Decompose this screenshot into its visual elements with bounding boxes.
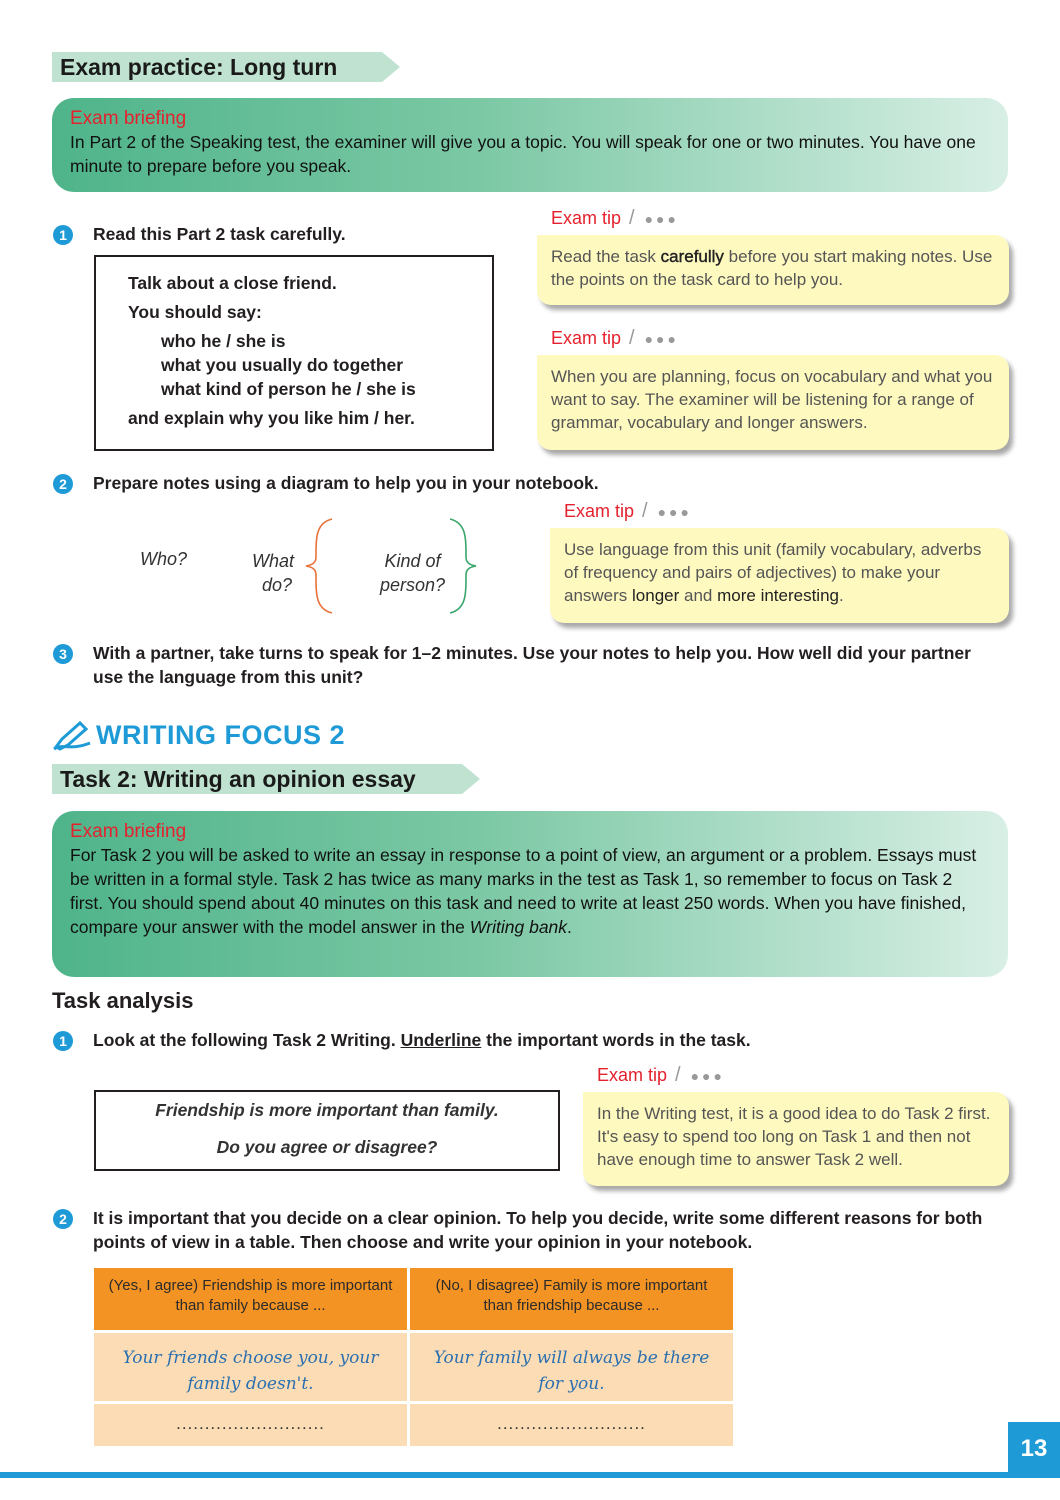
diagram-text: What (252, 551, 295, 571)
exam-tip-box (550, 528, 1009, 623)
table-cell-blank-agree[interactable]: .......................... (94, 1404, 407, 1446)
instr-text: the important words in the task. (481, 1030, 751, 1050)
diagram-text: person? (380, 575, 446, 595)
exam-tip-title (551, 327, 679, 350)
exam-tip-title (597, 1064, 725, 1087)
question-number: 2 (53, 1209, 73, 1229)
briefing-text (70, 843, 990, 939)
dots-icon: ●●● (644, 330, 679, 347)
briefing-text: In Part 2 of the Speaking test, the examiner will give you a topic. You will speak for one or two minutes. You have one minute to prepare before you speak. (70, 132, 976, 176)
tip-text: When you are planning, focus on vocabulary and what you want to say. The examiner will be listening for a range of grammar, vocabulary and longer answers. (551, 367, 993, 432)
task-analysis-title: Task analysis (52, 988, 194, 1013)
task-point: what you usually do together (161, 355, 404, 375)
question-instruction: Prepare notes using a diagram to help you in your notebook. (93, 473, 599, 493)
writing-focus-text: WRITING FOCUS 2 (96, 720, 345, 750)
task-question: Do you agree or disagree? (216, 1137, 438, 1157)
task-statement: Friendship is more important than family. (155, 1100, 499, 1120)
task-line: and explain why you like him / her. (128, 408, 415, 428)
page-number-tab (1008, 1422, 1060, 1476)
table-header-agree: (Yes, I agree) Friendship is more important than family because ... (94, 1268, 407, 1330)
dots-icon: ●●● (644, 210, 679, 227)
exam-briefing-speaking (52, 98, 1008, 192)
question-instruction: Read this Part 2 task carefully. (93, 224, 346, 244)
tip-text: Read the task (551, 247, 661, 266)
section-heading-text: Task 2: Writing an opinion essay (60, 765, 416, 792)
exam-briefing-writing (52, 811, 1008, 977)
dots-icon: ●●● (690, 1067, 725, 1084)
divider-icon: / (642, 500, 648, 522)
exam-tip-title (564, 500, 692, 523)
tip-text: before you start making notes. Use the points on the task card to help you. (551, 247, 993, 289)
bottom-rule (0, 1472, 1060, 1478)
briefing-text-main: For Task 2 you will be asked to write an essay in response to a point of view, an argument or a problem. Essays must be written in a formal style. Task 2 has twice as many marks in the test as Task 1, so remember to focus on Task 2 first. You should spend about 40 minutes on this task and need to write at least 250 words. When you have finished, compare your answer with the model answer in the (70, 845, 977, 937)
tip-text: In the Writing test, it is a good idea to do Task 2 first. It's easy to spend too long on Task 1 and then not have enough time to answer Task 2 well. (597, 1104, 991, 1169)
tip-emphasis: more interesting (717, 586, 839, 605)
exam-tip-label: Exam tip (551, 208, 622, 228)
page-number: 13 (1020, 1435, 1048, 1462)
task-card-writing (94, 1090, 560, 1171)
instr-text: Look at the following Task 2 Writing. (93, 1030, 401, 1050)
diagram-label-kind (380, 549, 445, 597)
exam-tip-box (537, 235, 1009, 305)
divider-icon: / (675, 1064, 681, 1086)
dots-icon: ●●● (657, 503, 692, 520)
briefing-text-end: . (567, 917, 572, 937)
diagram-text: Kind of (384, 551, 441, 571)
task-point: what kind of person he / she is (161, 379, 416, 399)
task-line: Talk about a close friend. (128, 273, 337, 293)
exam-tip-label: Exam tip (597, 1065, 668, 1085)
question-number: 3 (53, 644, 73, 664)
tip-text: and (679, 586, 718, 605)
exam-tip-box (583, 1092, 1009, 1186)
table-cell-blank-disagree[interactable]: .......................... (410, 1404, 733, 1446)
exam-tip-label: Exam tip (564, 501, 635, 521)
writing-focus-title (52, 720, 345, 751)
diagram-label-what (252, 549, 294, 597)
exam-tip-title (551, 207, 679, 230)
tip-emphasis: longer (632, 586, 680, 605)
tip-text: . (839, 586, 844, 605)
diagram-label-who: Who? (140, 549, 188, 569)
diagram-text: do? (261, 575, 293, 595)
question-number: 2 (53, 474, 73, 494)
exam-tip-label: Exam tip (551, 328, 622, 348)
section-heading-opinion-essay (52, 764, 462, 794)
table-cell-example-agree: Your friends choose you, your family doesn't. (94, 1333, 407, 1401)
divider-icon: / (629, 207, 635, 229)
task-card-speaking (94, 255, 494, 451)
notes-diagram (120, 515, 500, 615)
briefing-text-italic: Writing bank (469, 917, 568, 937)
task-point: who he / she is (161, 331, 286, 351)
task-line: You should say: (128, 302, 262, 322)
instr-underline: Underline (400, 1030, 482, 1050)
orange-brace-icon (300, 517, 336, 615)
tip-text: Use language from this unit (family vocabulary, adverbs of frequency and pairs of adjectives) to make your answers (564, 540, 982, 605)
table-header-disagree: (No, I disagree) Family is more important than friendship because ... (410, 1268, 733, 1330)
exam-tip-box (537, 355, 1009, 450)
section-heading-long-turn (52, 52, 382, 82)
briefing-title: Exam briefing (70, 821, 187, 842)
tip-emphasis: carefully (660, 247, 724, 266)
pen-icon (52, 721, 92, 751)
question-number: 1 (53, 225, 73, 245)
question-instruction: It is important that you decide on a clear opinion. To help you decide, write some different reasons for both points of view in a table. Then choose and write your opinion in your notebook. (93, 1208, 983, 1252)
question-number: 1 (53, 1031, 73, 1051)
divider-icon: / (629, 327, 635, 349)
section-heading-text: Exam practice: Long turn (60, 53, 338, 80)
question-instruction: With a partner, take turns to speak for 1–2 minutes. Use your notes to help you. How well did your partner use the language from this unit? (93, 643, 971, 687)
briefing-title: Exam briefing (70, 108, 187, 129)
question-instruction (93, 1028, 751, 1052)
green-brace-icon (446, 517, 482, 615)
table-cell-example-disagree: Your family will always be there for you. (410, 1333, 733, 1401)
